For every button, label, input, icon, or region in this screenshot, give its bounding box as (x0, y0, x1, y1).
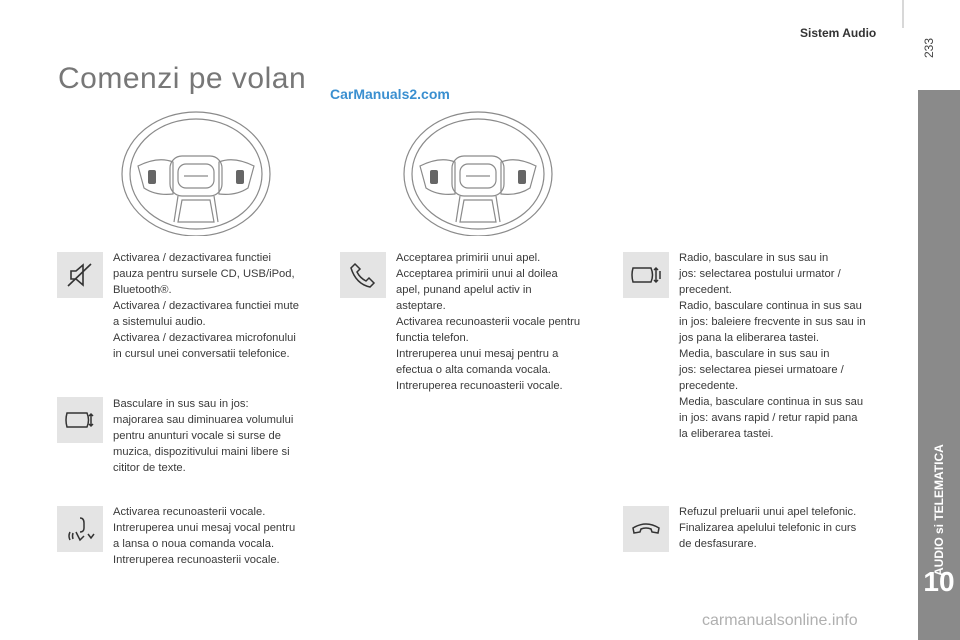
phone-answer-icon-box (340, 252, 386, 298)
phone-answer-icon (346, 258, 380, 292)
voice-recognition-description: Activarea recunoasterii vocale. Intreruperea unui mesaj vocal pentru a lansa o noua comanda vocala. Intreruperea recunoasterii vocale. (113, 506, 296, 566)
phone-hangup-description: Refuzul preluarii unui apel telefonic. Finalizarea apelului telefonic in curs de desfasurare. (679, 506, 857, 550)
chapter-tab-label: AUDIO si TELEMATICA (932, 444, 946, 576)
volume-rocker-description: Basculare in sus sau in jos: majorarea sau diminuarea volumului pentru anunturi vocale si surse de muzica, dispozitivului maini libere si cititor de texte. (113, 398, 294, 474)
voice-recognition-icon (63, 512, 97, 546)
phone-answer-description: Acceptarea primirii unui apel. Acceptarea primirii unui al doilea apel, punand apelul activ in asteptare. Activarea recunoasterii vocale pentru functia telefon. Intreruperea unui mesaj pentru a efectua o alta comanda vocala. Intreruperea recunoasterii vocale. (396, 252, 581, 392)
phone-hangup-icon (629, 512, 663, 546)
seek-rocker-description: Radio, basculare in sus sau in jos: selectarea postului urmator / precedent. Radio, basculare continua in sus sau in jos: baleiere frecvente in sus sau in jos pana la eliberarea tastei. Media, basculare in sus sau in jos: selectarea piesei urmatoare / precedente. Media, basculare continua in sus sau in jos: avans rapid / retur rapid pana la eliberarea tastei. (679, 252, 866, 440)
mute-icon (63, 258, 97, 292)
page-number: 233 (922, 37, 936, 58)
mute-description: Activarea / dezactivarea functiei pauza pentru sursele CD, USB/iPod, Bluetooth®. Activarea / dezactivarea functiei mute a sistemului audio. Activarea / dezactivarea microfonului in cursul unei conversatii telefonice. (113, 252, 299, 360)
volume-rocker-icon-box (57, 397, 103, 443)
voice-recognition-icon-box (57, 506, 103, 552)
page-title: Comenzi pe volan (58, 62, 307, 95)
steering-wheel-illustration-right (400, 104, 556, 236)
phone-hangup-icon-box (623, 506, 669, 552)
watermark-top: CarManuals2.com (330, 86, 450, 102)
seek-rocker-icon (629, 258, 663, 292)
top-divider (902, 0, 904, 28)
mute-button-icon-box (57, 252, 103, 298)
section-header: Sistem Audio (800, 26, 877, 40)
chapter-number: 10 (923, 566, 955, 597)
watermark-bottom: carmanualsonline.info (702, 612, 858, 629)
volume-rocker-icon (63, 403, 97, 437)
steering-wheel-illustration-left (118, 104, 274, 236)
seek-rocker-icon-box (623, 252, 669, 298)
